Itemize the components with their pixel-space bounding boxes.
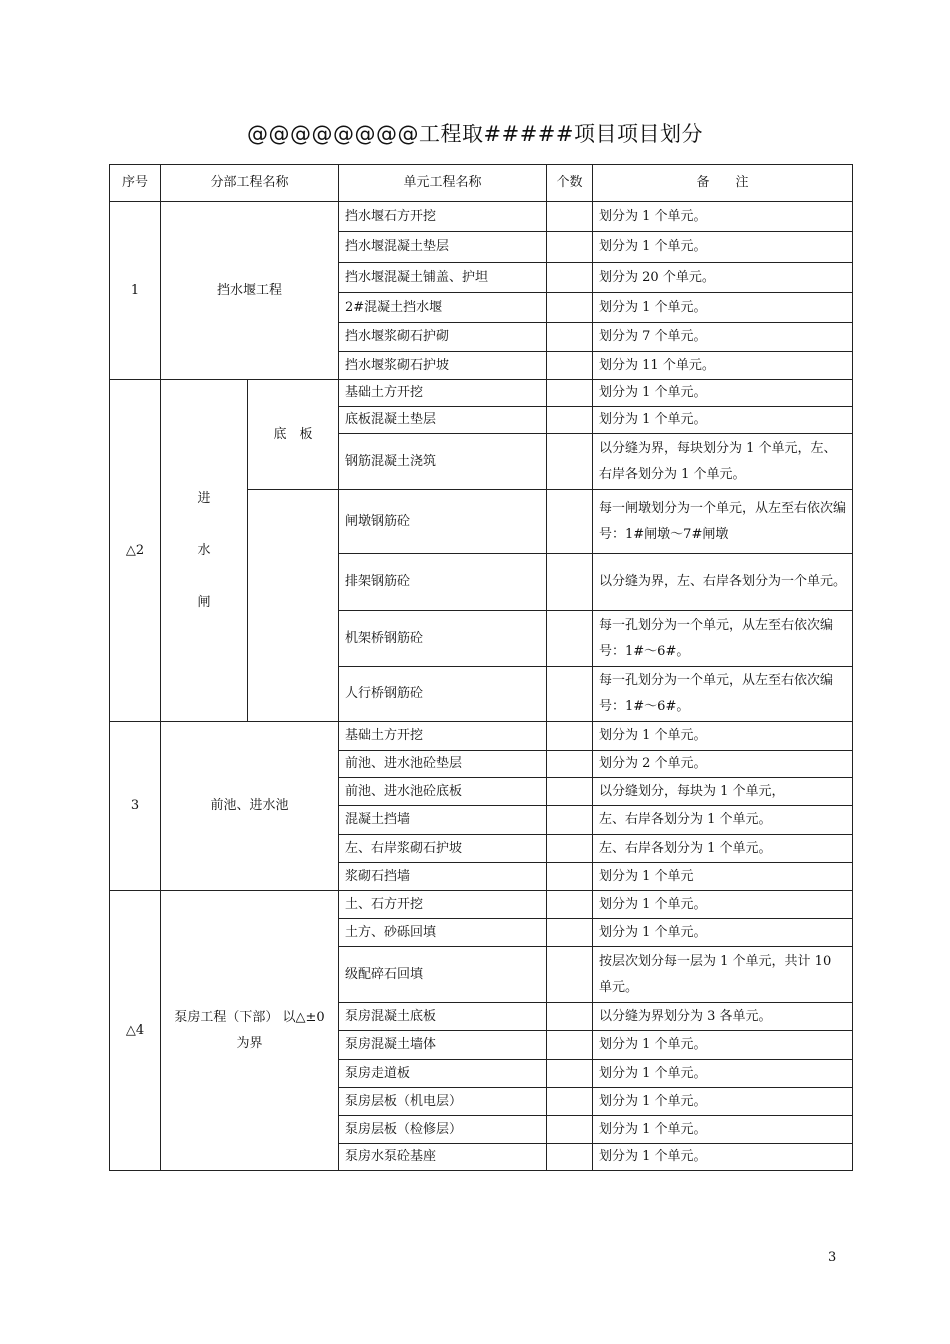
header-unit: 单元工程名称 xyxy=(339,165,547,202)
remark-cell: 左、右岸各划分为 1 个单元。 xyxy=(593,806,853,835)
remark-cell: 划分为 1 个单元。 xyxy=(593,1116,853,1144)
group3-seq: 3 xyxy=(110,722,161,891)
group2-part xyxy=(161,380,248,722)
unit-cell: 前池、进水池砼底板 xyxy=(339,778,547,806)
header-part: 分部工程名称 xyxy=(161,165,339,202)
unit-cell: 前池、进水池砼垫层 xyxy=(339,751,547,778)
remark-cell: 划分为 20 个单元。 xyxy=(593,263,853,293)
remark-cell: 划分为 1 个单元。 xyxy=(593,407,853,434)
remark-cell: 以分缝为界划分为 3 各单元。 xyxy=(593,1003,853,1031)
count-cell xyxy=(547,293,593,323)
table-header-row xyxy=(110,165,853,202)
remark-cell: 划分为 1 个单元。 xyxy=(593,891,853,919)
remark-cell: 划分为 1 个单元。 xyxy=(593,1031,853,1060)
count-cell xyxy=(547,835,593,863)
document-title: @@@@@@@@工程取#####项目项目划分 xyxy=(247,122,703,146)
group2-part-char: 水 xyxy=(197,542,211,558)
remark-cell: 每一闸墩划分为一个单元，从左至右依次编号：1#闸墩～7#闸墩 xyxy=(593,490,853,554)
table-row xyxy=(110,722,853,751)
remark-cell: 划分为 2 个单元。 xyxy=(593,751,853,778)
unit-cell: 基础土方开挖 xyxy=(339,380,547,407)
count-cell xyxy=(547,323,593,352)
count-cell xyxy=(547,1031,593,1060)
count-cell xyxy=(547,611,593,667)
remark-cell: 以分缝为界，每块划分为 1 个单元，左、右岸各划分为 1 个单元。 xyxy=(593,434,853,490)
table-row xyxy=(110,380,853,407)
remark-cell: 划分为 1 个单元。 xyxy=(593,293,853,323)
group4-seq: △4 xyxy=(110,891,161,1171)
group2-sub-part-empty xyxy=(248,490,339,722)
remark-cell: 划分为 1 个单元。 xyxy=(593,1088,853,1116)
remark-cell: 划分为 1 个单元。 xyxy=(593,202,853,232)
group2-part-char: 闸 xyxy=(197,594,211,610)
count-cell xyxy=(547,667,593,722)
unit-cell: 闸墩钢筋砼 xyxy=(339,490,547,554)
unit-cell: 级配碎石回填 xyxy=(339,947,547,1003)
count-cell xyxy=(547,263,593,293)
unit-cell: 排架钢筋砼 xyxy=(339,554,547,611)
group2-seq: △2 xyxy=(110,380,161,722)
count-cell xyxy=(547,1088,593,1116)
table-row xyxy=(110,891,853,919)
unit-cell: 泵房混凝土底板 xyxy=(339,1003,547,1031)
unit-cell: 浆砌石挡墙 xyxy=(339,863,547,891)
unit-cell: 挡水堰混凝土垫层 xyxy=(339,232,547,263)
unit-cell: 2#混凝土挡水堰 xyxy=(339,293,547,323)
group2-sub-part: 底 板 xyxy=(248,380,339,490)
group1-part: 挡水堰工程 xyxy=(161,202,339,380)
remark-cell: 以分缝划分，每块为 1 个单元， xyxy=(593,778,853,806)
unit-cell: 混凝土挡墙 xyxy=(339,806,547,835)
remark-cell: 划分为 1 个单元。 xyxy=(593,1144,853,1171)
unit-cell: 泵房层板（机电层） xyxy=(339,1088,547,1116)
project-division-table xyxy=(109,164,853,1171)
count-cell xyxy=(547,352,593,380)
remark-cell: 划分为 1 个单元。 xyxy=(593,722,853,751)
count-cell xyxy=(547,891,593,919)
unit-cell: 土、石方开挖 xyxy=(339,891,547,919)
count-cell xyxy=(547,1144,593,1171)
unit-cell: 人行桥钢筋砼 xyxy=(339,667,547,722)
count-cell xyxy=(547,554,593,611)
remark-cell: 左、右岸各划分为 1 个单元。 xyxy=(593,835,853,863)
header-count: 个数 xyxy=(547,165,593,202)
count-cell xyxy=(547,863,593,891)
unit-cell: 挡水堰浆砌石护砌 xyxy=(339,323,547,352)
remark-cell: 每一孔划分为一个单元，从左至右依次编号：1#～6#。 xyxy=(593,611,853,667)
remark-cell: 划分为 1 个单元。 xyxy=(593,919,853,947)
count-cell xyxy=(547,947,593,1003)
count-cell xyxy=(547,722,593,751)
count-cell xyxy=(547,202,593,232)
count-cell xyxy=(547,1116,593,1144)
count-cell xyxy=(547,407,593,434)
unit-cell: 左、右岸浆砌石护坡 xyxy=(339,835,547,863)
unit-cell: 泵房水泵砼基座 xyxy=(339,1144,547,1171)
group3-part: 前池、进水池 xyxy=(161,722,339,891)
count-cell xyxy=(547,778,593,806)
group4-part: 泵房工程（下部） 以△±0 为界 xyxy=(161,891,339,1171)
remark-cell: 划分为 11 个单元。 xyxy=(593,352,853,380)
header-seq: 序号 xyxy=(110,165,161,202)
remark-cell: 划分为 1 个单元 xyxy=(593,863,853,891)
count-cell xyxy=(547,490,593,554)
unit-cell: 基础土方开挖 xyxy=(339,722,547,751)
count-cell xyxy=(547,434,593,490)
count-cell xyxy=(547,1060,593,1088)
remark-cell: 划分为 1 个单元。 xyxy=(593,232,853,263)
unit-cell: 泵房混凝土墙体 xyxy=(339,1031,547,1060)
remark-cell: 每一孔划分为一个单元，从左至右依次编号：1#～6#。 xyxy=(593,667,853,722)
table-row xyxy=(110,202,853,232)
remark-cell: 以分缝为界，左、右岸各划分为一个单元。 xyxy=(593,554,853,611)
unit-cell: 土方、砂砾回填 xyxy=(339,919,547,947)
unit-cell: 挡水堰浆砌石护坡 xyxy=(339,352,547,380)
page-number: 3 xyxy=(828,1250,837,1265)
count-cell xyxy=(547,1003,593,1031)
header-remark: 备 注 xyxy=(593,165,853,202)
count-cell xyxy=(547,806,593,835)
unit-cell: 机架桥钢筋砼 xyxy=(339,611,547,667)
group2-part-char: 进 xyxy=(197,490,211,506)
remark-cell: 划分为 7 个单元。 xyxy=(593,323,853,352)
unit-cell: 钢筋混凝土浇筑 xyxy=(339,434,547,490)
count-cell xyxy=(547,380,593,407)
remark-cell: 按层次划分每一层为 1 个单元，共计 10 单元。 xyxy=(593,947,853,1003)
unit-cell: 挡水堰石方开挖 xyxy=(339,202,547,232)
group1-seq: 1 xyxy=(110,202,161,380)
remark-cell: 划分为 1 个单元。 xyxy=(593,380,853,407)
unit-cell: 底板混凝土垫层 xyxy=(339,407,547,434)
unit-cell: 泵房层板（检修层） xyxy=(339,1116,547,1144)
count-cell xyxy=(547,919,593,947)
count-cell xyxy=(547,232,593,263)
unit-cell: 泵房走道板 xyxy=(339,1060,547,1088)
count-cell xyxy=(547,751,593,778)
unit-cell: 挡水堰混凝土铺盖、护坦 xyxy=(339,263,547,293)
remark-cell: 划分为 1 个单元。 xyxy=(593,1060,853,1088)
